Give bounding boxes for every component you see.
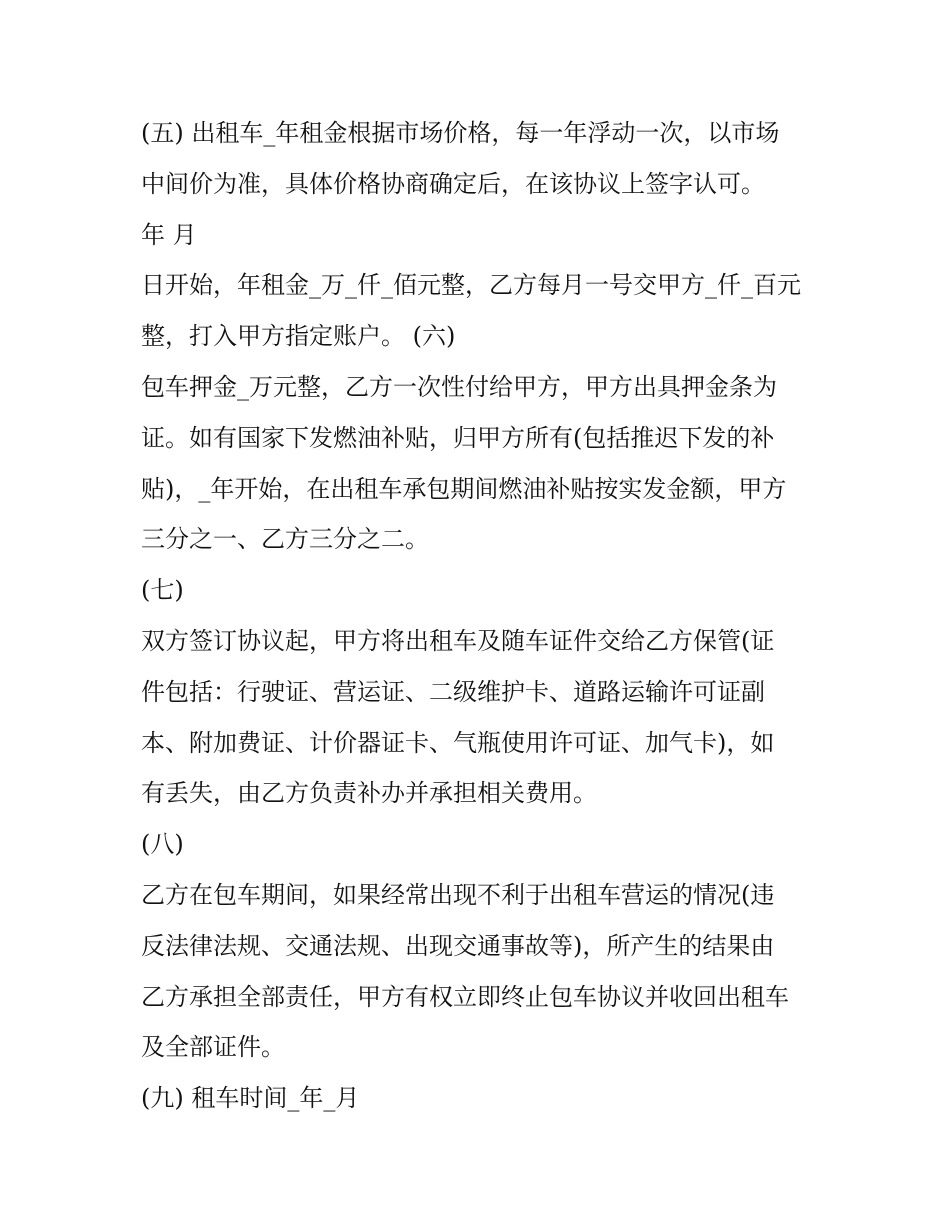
text-line: 及全部证件。 — [141, 1033, 285, 1062]
text-line: 包车押金_万元整，乙方一次性付给甲方，甲方出具押金条为 — [141, 372, 777, 401]
text-line: 反法律法规、交通法规、出现交通事故等)，所产生的结果由 — [141, 931, 775, 960]
text-line: 乙方承担全部责任，甲方有权立即终止包车协议并收回出租车 — [141, 982, 789, 1011]
text-line: 整，打入甲方指定账户。 (六) — [141, 322, 456, 351]
text-line: 中间价为准，具体价格协商确定后，在该协议上签字认可。 — [141, 169, 765, 198]
text-line: 贴)，_年开始，在出租车承包期间燃油补贴按实发金额，甲方 — [141, 474, 787, 503]
text-line: 乙方在包车期间，如果经常出现不利于出租车营运的情况(违 — [141, 880, 775, 909]
text-line: 本、附加费证、计价器证卡、气瓶使用许可证、加气卡)，如 — [141, 728, 775, 757]
text-line: 双方签订协议起，甲方将出租车及随车证件交给乙方保管(证 — [141, 626, 775, 655]
text-line: 三分之一、乙方三分之二。 — [141, 525, 429, 554]
text-line: (七) — [141, 576, 184, 605]
text-line: (五) 出租车_年租金根据市场价格，每一年浮动一次，以市场 — [141, 119, 780, 147]
text-line: 证。如有国家下发燃油补贴，归甲方所有(包括推迟下发的补 — [141, 423, 775, 452]
text-line: (九) 租车时间_年_月 — [141, 1084, 360, 1113]
text-line: 件包括：行驶证、营运证、二级维护卡、道路运输许可证副 — [141, 677, 765, 706]
text-line: 年 月 — [141, 220, 197, 249]
contract-body — [141, 108, 821, 1124]
text-line: (八) — [141, 830, 184, 859]
text-line: 日开始，年租金_万_仟_佰元整，乙方每月一号交甲方_仟_百元 — [141, 271, 801, 300]
text-line: 有丢失，由乙方负责补办并承担相关费用。 — [141, 779, 597, 808]
